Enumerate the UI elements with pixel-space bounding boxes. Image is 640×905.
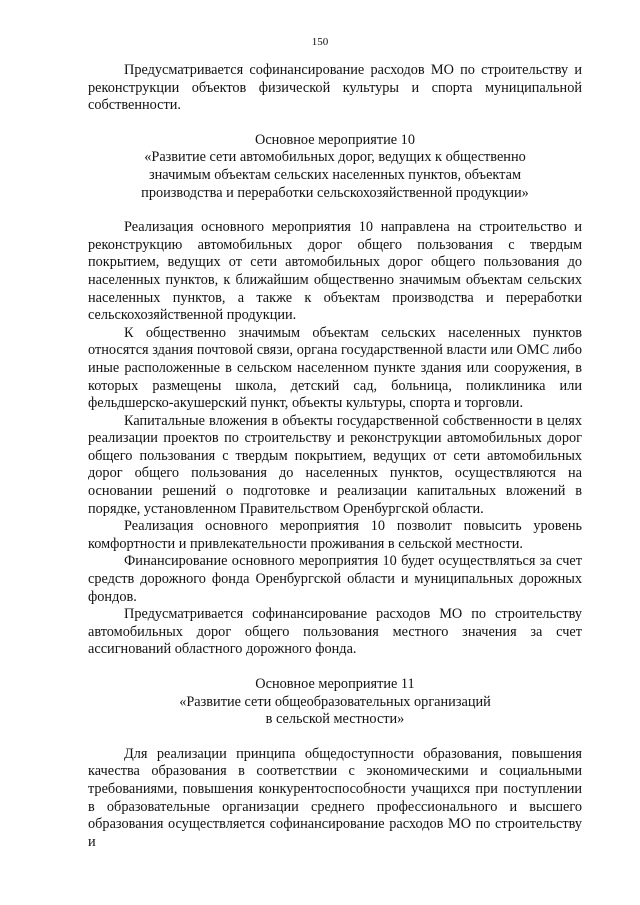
spacer [88,202,582,219]
spacer [88,115,582,132]
page-number: 150 [311,36,329,48]
section-10-heading: Основное мероприятие 10 [255,131,415,148]
spacer [88,659,582,676]
spacer [88,729,582,746]
section-10-title-line-3: производства и переработки сельскохозяйственной продукции» [141,184,529,201]
section-10-paragraph: Реализация основного мероприятия 10 позволит повысить уровень комфортности и привлекательности проживания в сельской местности. [88,518,582,552]
section-10-title-line-1: «Развитие сети автомобильных дорог, ведущих к общественно [144,149,526,166]
section-11-heading: Основное мероприятие 11 [255,676,415,692]
intro-paragraph: Предусматривается софинансирование расходов МО по строительству и реконструкции объектов физической культуры и спорта муниципальной собственности. [88,62,582,114]
section-10-paragraph: Капитальные вложения в объекты государственной собственности в целях реализации проектов по строительству и реконструкции автомобильных дорог общего пользования с твердым покрытием, ведущих от сети автомобильных дорог общего пользования до населенных пунктов, осуществляются на основании решений о подготовке и реализации капитальных вложений в порядке, установленном Правительством Оренбургской области. [88,412,582,517]
section-10-paragraph: Реализация основного мероприятия 10 направлена на строительство и реконструкцию автомобильных дорог общего пользования с твердым покрытием, ведущих от сети автомобильных дорог общего пользования до населенных пунктов, к ближайшим общественно значимым объектам сельских населенных пунктов, а также к объектам производства и переработки сельскохозяйственной продукции. [88,219,582,324]
section-11-title-line-2: в сельской местности» [265,711,405,728]
section-10-paragraph: Финансирование основного мероприятия 10 будет осуществляться за счет средств дорожного фонда Оренбургской области и муниципальных дорожных фондов. [88,553,582,605]
section-11-title-line-1: «Развитие сети общеобразовательных организаций [179,693,491,710]
section-10-title-line-2: значимым объектам сельских населенных пунктов, объектам [149,166,521,183]
section-10-paragraph: К общественно значимым объектам сельских населенных пунктов относятся здания почтовой связи, органа государственной власти или ОМС либо иные расположенные в сельском населенном пункте здания или сооружения, в которых размещены школа, детский сад, больница, поликлиника или фельдшерско-акушерский пункт, объекты культуры, спорта и торговли. [88,324,582,412]
section-11-paragraph: Для реализации принципа общедоступности образования, повышения качества образования в соответствии с экономическими и социальными требованиями, повышения конкурентоспособности учащихся при поступлении в образовательные организации среднего профессионального и высшего образования осуществляется софинансирование расходов МО по строительству и [88,745,582,850]
section-10-paragraph: Предусматривается софинансирование расходов МО по строительству автомобильных дорог общего пользования местного значения за счет ассигнований областного дорожного фонда. [88,606,582,658]
document-body [88,62,582,851]
